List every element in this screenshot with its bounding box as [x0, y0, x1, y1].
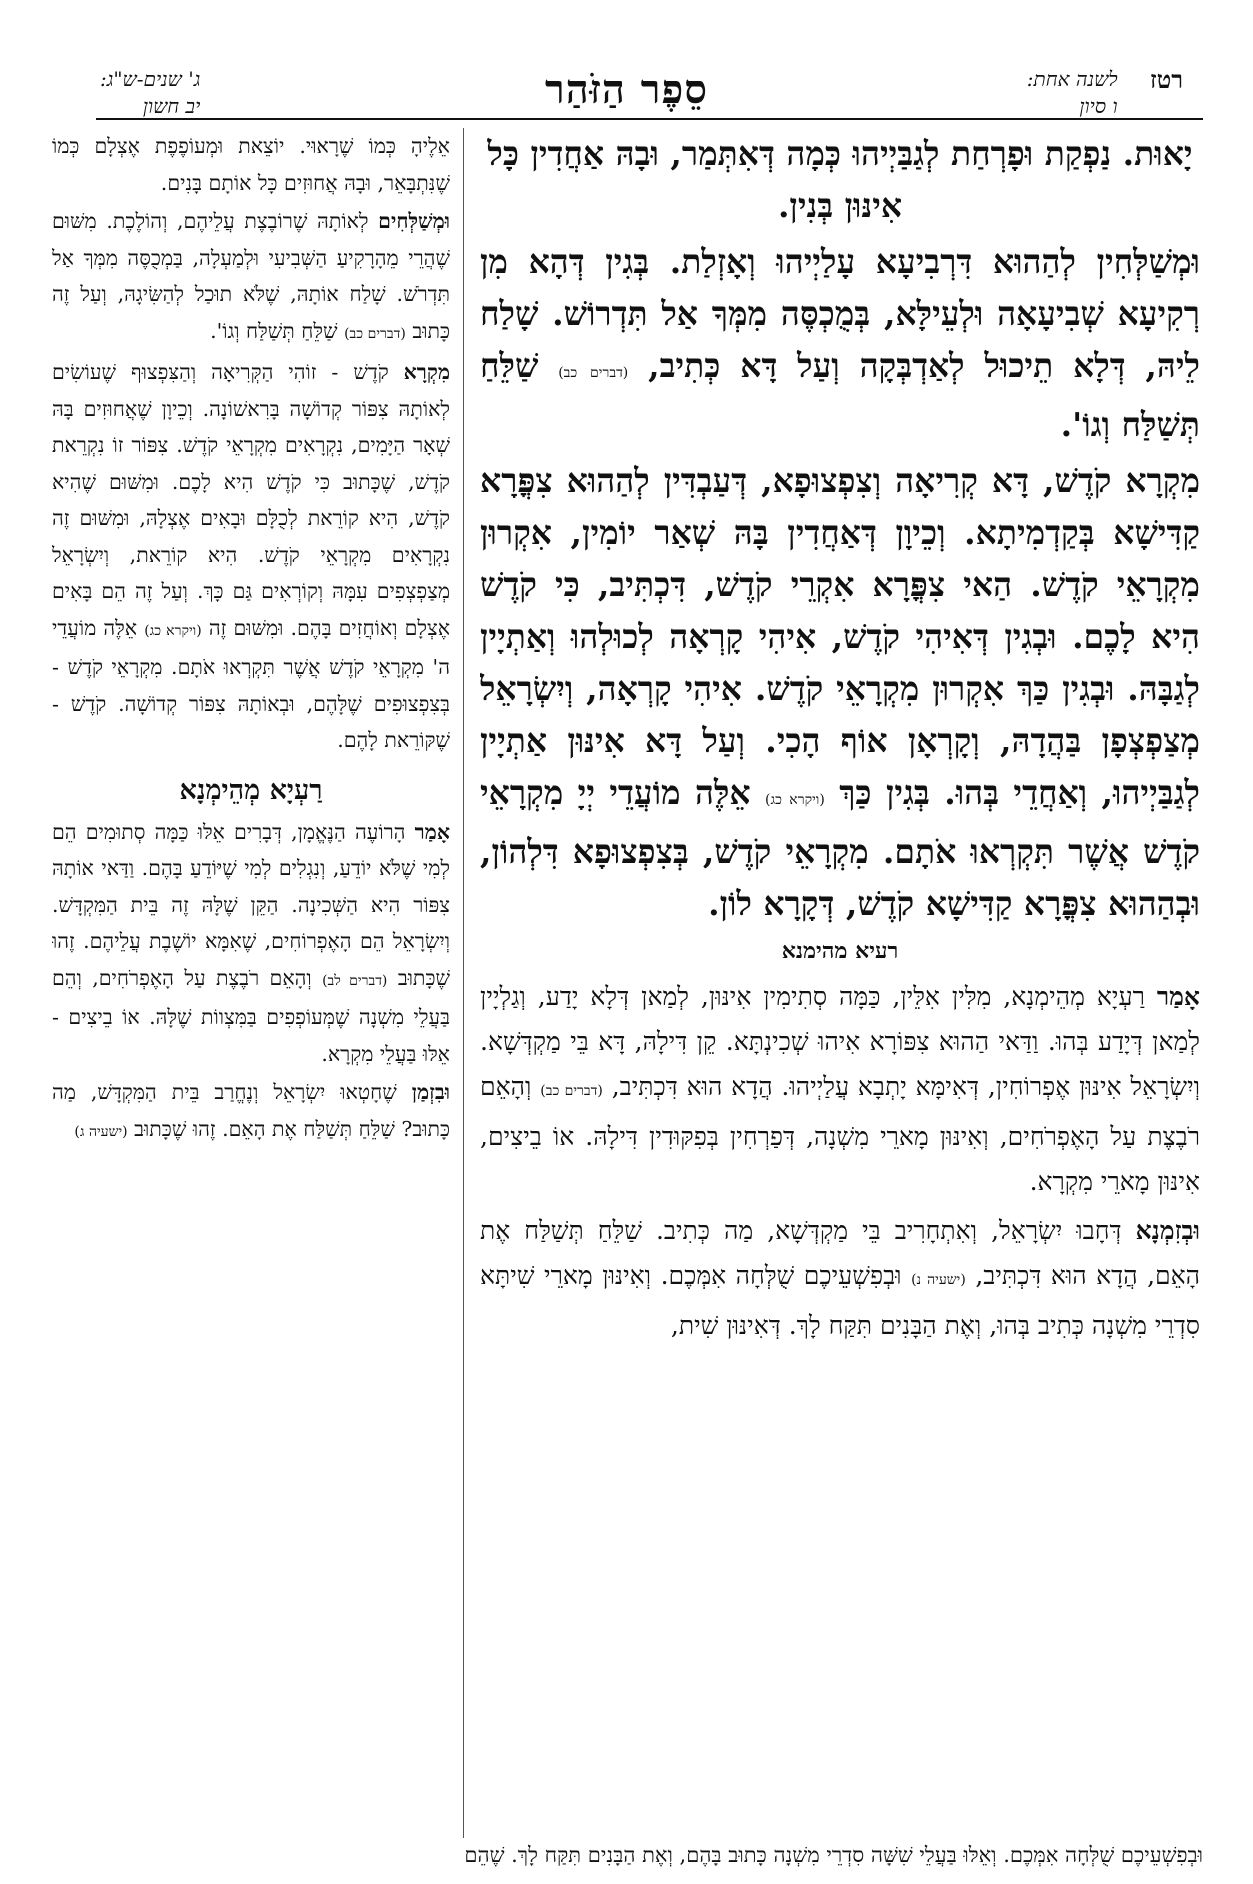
main-section-title: רעיא מהימנא	[781, 938, 899, 964]
side-column	[52, 128, 450, 1838]
main-p1-text: יָאוּת. נַפְקַת וּפָרְחַת לְגַבַּיְיהוּ כְּמָה דְּאִתְּמַר, וּבָהּ אַחֲדִין כָּל אִינּוּן בְּנִין.	[487, 134, 1193, 225]
side-s3-text: קֹדֶשׁ - זוֹהִי הַקְּרִיאָה וְהַצִּפְצוּף שֶׁעוֹשִׂים לְאוֹתָהּ צִפּוֹר קְדוֹשָׁה בָּרִאשׁוֹנָה. וְכֵיוָן שֶׁאֲחוּזִים בָּהּ שְׁאָר הַיָּמִים, נִקְרָאִים מִקְרָאֵי קֹדֶשׁ. צִפּוֹר זוֹ נִקְרֵאת קֹדֶשׁ, שֶׁכָּתוּב כִּי קֹדֶשׁ הִיא לָכֶם. וּמִשּׁוּם שֶׁהִיא קֹדֶשׁ, הִיא קוֹרֵאת לְכֻלָּם וּבָאִים אֶצְלָהּ, וּמִשּׁוּם זֶה נִקְרָאִים מִקְרָאֵי קֹדֶשׁ. הִיא קוֹרֵאת, וְיִשְׂרָאֵל מְצַפְצְפִים עִמָּהּ וְקוֹרְאִים גַּם כָּךְ. וְעַל זֶה הֵם בָּאִים אֶצְלָם וְאוֹחֲזִים בָּהֶם. וּמִשּׁוּם זֶה	[52, 360, 450, 640]
footer-line: וּבְפִשְׁעֵיכֶם שֻׁלְּחָה אִמְּכֶם. וְאֵלּוּ בַּעֲלֵי שִׁשָּׁה סִדְרֵי מִשְׁנָה כָּתוּב בָּהֶם, וְאֶת הַבָּנִים תִּקַּח לָךְ. שֶׁהֵם	[464, 1843, 1203, 1867]
side-section-title: רַעְיָא מְהֵימְנָא	[179, 774, 323, 806]
main-paragraph-1	[480, 128, 1200, 232]
header-left-line2: יב חשון	[142, 94, 201, 118]
side-r2-lead: וּבִזְמַן	[411, 1080, 450, 1104]
side-r1-end: וְהָאֵם רֹבֶצֶת עַל הָאֶפְרֹחִים, וְהֵם בַּעֲלֵי מִשְׁנָה שֶׁמְּעוֹפְפִים בַּמִּצְווֹת שֶׁלָּהּ. אוֹ בֵיצִים - אֵלּוּ בַּעֲלֵי מִקְרָא.	[52, 965, 450, 1066]
main-r1-text: רַעְיָא מְהֵימְנָא, מִלִּין אִלֵּין, כַּמָּה סְתִימִין אִינּוּן, לְמַאן דְּלָא יָדַע, וְגַלְיָין לְמַאן דְּיָדַע בְּהוּ. וַדַּאי הַהוּא צִפּוֹרָא אִיהוּ שְׁכִינְתָּא. קֵן דִּילָהּ, דָּא בֵּי מַקְדְּשָׁא. וְיִשְׂרָאֵל אִינּוּן אֶפְרוֹחִין, דְּאִימָּא יָתְבָא עֲלַיְיהוּ. הֲדָא הוּא דִּכְתִּיב,	[480, 982, 1200, 1101]
side-paragraph-1	[52, 128, 450, 201]
side-r1-lead: אָמַר	[414, 819, 450, 844]
main-r2-ref: (ישעיה נ)	[911, 1272, 966, 1288]
header-right-line2: ו סיון	[1079, 94, 1118, 118]
main-p2-text: וּמְשַׁלְּחִין לְהַהוּא דִּרְבִיעָא עָלַיְיהוּ וְאָזְלַת. בְּגִין דְּהָא מִן רְקִיעָא שְׁבִיעָאָה וּלְעֵילָּא, בְּמֻכְסֶּה מִמְּךָ אַל תִּדְרוֹשׁ. שָׁלַח לֵיהּ, דְּלָא תֵיכוּל לְאַדְבְּקָה וְעַל דָּא כְּתִיב,	[480, 242, 1200, 385]
main-paragraph-3	[480, 455, 1200, 930]
side-r2-text: שֶׁחָטְאוּ יִשְׂרָאֵל וְנֶחֱרַב בֵּית הַמִּקְדָּשׁ, מַה כָּתוּב? שַׁלֵּחַ תְּשַׁלַּח אֶת הָאֵם. זֶהוּ שֶׁכָּתוּב	[52, 1080, 450, 1141]
main-r1-ref: (דברים כב)	[540, 1083, 603, 1099]
main-p2-ref: (דברים כב)	[558, 365, 629, 381]
side-s2-ref: (דברים כב)	[344, 325, 406, 342]
side-s2-text: לְאוֹתָהּ שֶׁרוֹבֶצֶת עֲלֵיהֶם, וְהוֹלֶכֶת. מִשּׁוּם שֶׁהֲרֵי מֵהָרָקִיעַ הַשְּׁבִיעִי וּלְמַעְלָה, בַּמְכֻסֶּה מִמְּךָ אַל תִּדְרֹשׁ. שָׁלַח אוֹתָהּ, שֶׁלֹּא תוּכַל לְהַשִּׂיגָהּ, וְעַל זֶה כָּתוּב	[52, 209, 450, 343]
header-right-line1: לשנה אחת:	[1026, 67, 1118, 91]
side-s2-lead: וּמְשַׁלְּחִים	[378, 209, 450, 233]
main-paragraph-2	[480, 236, 1200, 451]
main-column	[480, 128, 1200, 1798]
side-r1-ref: (דברים לב)	[322, 972, 388, 989]
main-p2-end: שַׁלֵּחַ תְּשַׁלַּח וְגוֹ'.	[480, 346, 1200, 444]
side-r2-ref: (ישעיה ג)	[74, 1123, 128, 1140]
main-raaya-paragraph-1	[480, 974, 1200, 1204]
side-s1-text: אֵלֶיהָ כְּמוֹ שֶׁרָאוּי. יוֹצֵאת וּמְעוֹפֶפֶת אֶצְלָם כְּמוֹ שֶׁנִּתְבָּאֵר, וּבָהּ אֲחוּזִים כָּל אוֹתָם בָּנִים.	[52, 134, 450, 195]
side-s2-end: שַׁלֵּחַ תְּשַׁלַּח וְגוֹ'.	[210, 318, 338, 343]
side-r1-text: הָרוֹעֶה הַנֶּאֱמָן, דְּבָרִים אֵלּוּ כַּמָּה סְתוּמִים הֵם לְמִי שֶׁלֹּא יוֹדֵעַ, וְנִגְלִים לְמִי שֶׁיּוֹדֵעַ בָּהֶם. וַדַּאי אוֹתָהּ צִפּוֹר הִיא הַשְּׁכִינָה. הַקֵּן שֶׁלָּהּ זֶה בֵּית הַמִּקְדָּשׁ. וְיִשְׂרָאֵל הֵם הָאֶפְרוֹחִים, שֶׁאִמָּא יוֹשֶׁבֶת עֲלֵיהֶם. זֶהוּ שֶׁכָּתוּב	[52, 819, 450, 990]
main-r1-end: וְהָאֵם רֹבֶצֶת עַל הָאֶפְרֹחִים, וְאִינּוּן מָארֵי מִשְׁנָה, דְּפַרְחִין בְּפִקּוּדִין דִּילָהּ. אוֹ בֵיצִים, אִינּוּן מָארֵי מִקְרָא.	[480, 1072, 1200, 1196]
side-raaya-paragraph-2	[52, 1074, 450, 1150]
column-separator	[463, 128, 464, 1838]
book-title: סֵפֶר הַזֹּהַר	[545, 66, 708, 113]
page-header	[70, 62, 1183, 122]
main-p3-ref: (ויקרא כג)	[765, 792, 825, 808]
header-left-line1: ג' שנים-ש"ג:	[100, 67, 201, 91]
main-r1-lead: אָמַר	[1156, 982, 1200, 1011]
main-p3-end: אֵלֶּה מוֹעֲדֵי יְיָ מִקְרָאֵי קֹדֶשׁ אֲשֶׁר תִּקְרְאוּ אֹתָם. מִקְרָאֵי קֹדֶשׁ, בְּצִפְצוּפָא דִּלְהוֹן, וּבְהַהוּא צִפֳּרָא קַדִּישָׁא קֹדֶשׁ, דְּקָרָא לוֹן.	[480, 773, 1200, 923]
main-r2-lead: וּבְזִמְנָא	[1135, 1216, 1200, 1245]
side-paragraph-2	[52, 203, 450, 352]
main-r2-text: דְּחָבוּ יִשְׂרָאֵל, וְאִתְחָרִיב בֵּי מַקְדְּשָׁא, מַה כְּתִיב. שַׁלֵּחַ תְּשַׁלַּח אֶת הָאֵם, הֲדָא הוּא דִּכְתִּיב,	[480, 1216, 1200, 1290]
side-s3-ref: (ויקרא כג)	[144, 622, 202, 639]
header-left	[100, 66, 200, 120]
main-r2-end: וּבְפִשְׁעֵיכֶם שֻׁלְּחָה אִמְּכֶם. וְאִינּוּן מָארֵי שִׁיתָּא סִדְרֵי מִשְׁנָה כְּתִיב בְּהוּ, וְאֶת הַבָּנִים תִּקַּח לָךְ. דְּאִינּוּן שִׁית,	[480, 1261, 1200, 1340]
header-rule	[96, 118, 1203, 120]
page-number: רטז	[1150, 65, 1183, 94]
main-raaya-paragraph-2	[480, 1208, 1200, 1348]
side-raaya-paragraph-1	[52, 814, 450, 1073]
side-paragraph-3	[52, 354, 450, 759]
side-s3-lead: מִקְרָא	[403, 360, 450, 384]
side-s3-end: אֵלֶּה מוֹעֲדֵי ה' מִקְרָאֵי קֹדֶשׁ אֲשֶׁר תִּקְרְאוּ אֹתָם. מִקְרָאֵי קֹדֶשׁ - בְּצִפְצוּפִים שֶׁלָּהֶם, וּבְאוֹתָהּ צִפּוֹר קְדוֹשָׁה. קֹדֶשׁ - שֶׁקּוֹרֵאת לָהֶם.	[52, 615, 450, 752]
main-p3-text: מִקְרָא קֹדֶשׁ, דָּא קְרִיאָה וְצִפְצוּפָא, דְּעַבְדִּין לְהַהוּא צִפֳּרָא קַדִּישָׁא בְּקַדְמִיתָא. וְכֵיוָן דְּאַחֲדִין בָּהּ שְׁאַר יוֹמִין, אִקְרוּן מִקְרָאֵי קֹדֶשׁ. הַאי צִפֳּרָא אִקְרֵי קֹדֶשׁ, דִּכְתִּיב, כִּי קֹדֶשׁ הִיא לָכֶם. וּבְגִין דְּאִיהִי קֹדֶשׁ, אִיהִי קָרְאָה לְכוּלְהוּ וְאַתְיָין לְגַבָּהּ. וּבְגִין כַּךְ אִקְרוּן מִקְרָאֵי קֹדֶשׁ. אִיהִי קָרְאָה, וְיִשְׂרָאֵל מְצַפְצְפָן בַּהֲדָהּ, וְקָרְאָן אוֹף הָכִי. וְעַל דָּא אִינּוּן אַתְיָין לְגַבַּיְיהוּ, וְאַחֲדֵי בְּהוּ. בְּגִין כַּךְ	[480, 461, 1200, 812]
